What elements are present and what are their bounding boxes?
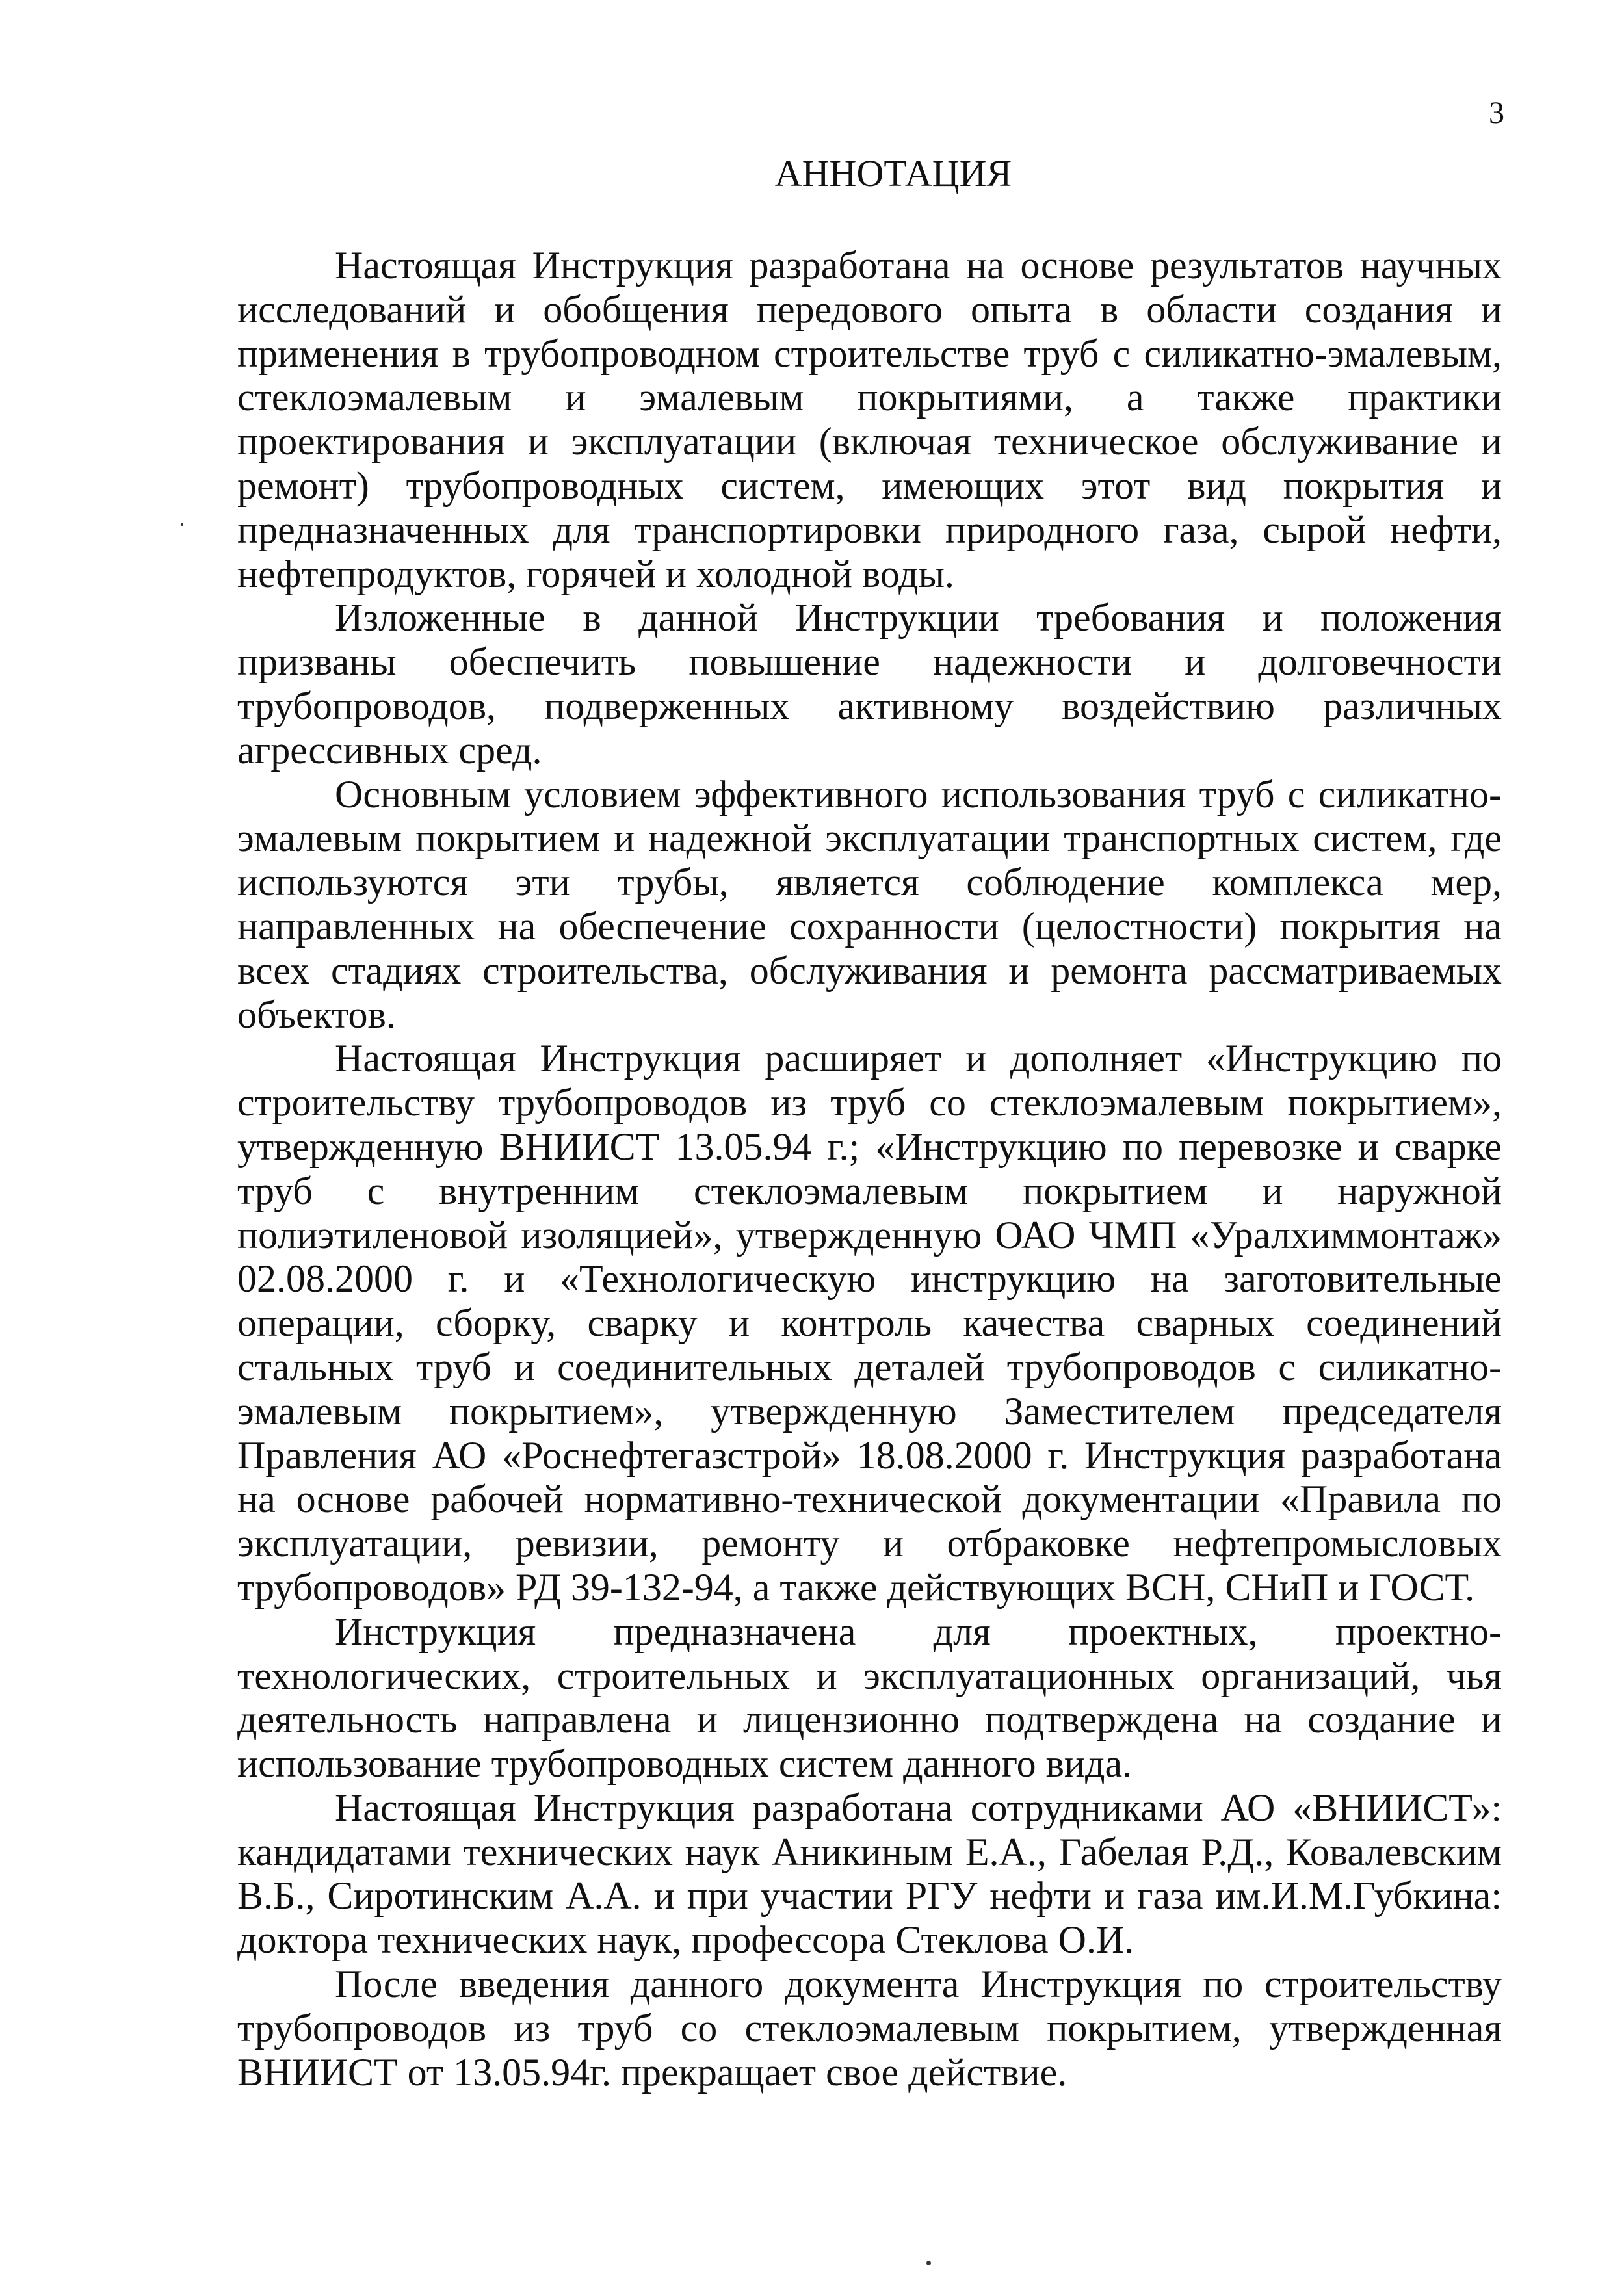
page-title: АННОТАЦИЯ xyxy=(774,152,1012,194)
annotation-body xyxy=(237,244,1502,2094)
paragraph-audience: Инструкция предназначена для проектных, проектно-технологических, строительных и эксплуатационных организаций, чья деятельность направлена и лицензионно подтверждена на создание и использование трубопроводных систем данного вида. xyxy=(237,1610,1502,1786)
scan-speck xyxy=(181,523,183,526)
paragraph-main-condition: Основным условием эффективного использования труб с силикатно-эмалевым покрытием и надежной эксплуатации транспортных систем, где используются эти трубы, является соблюдение комплекса мер, направленных на обеспечение сохранности (целостности) покрытия на всех стадиях строительства, обслуживания и ремонта рассматриваемых объектов. xyxy=(237,772,1502,1036)
paragraph-purpose: Настоящая Инструкция разработана на основе результатов научных исследований и обобщения передового опыта в области создания и применения в трубопроводном строительстве труб с силикатно-эмалевым, стеклоэмалевым и эмалевым покрытиями, а также практики проектирования и эксплуатации (включая техническое обслуживание и ремонт) трубопроводных систем, имеющих этот вид покрытия и предназначенных для транспортировки природного газа, сырой нефти, нефтепродуктов, горячей и холодной воды. xyxy=(237,244,1502,595)
paragraph-authors: Настоящая Инструкция разработана сотрудниками АО «ВНИИСТ»: кандидатами технических наук Аникиным Е.А., Габелая Р.Д., Ковалевским В.Б., Сиротинским А.А. и при участии РГУ нефти и газа им.И.М.Губкина: доктора технических наук, профессора Стеклова О.И. xyxy=(237,1786,1502,1962)
paragraph-scope-extension: Настоящая Инструкция расширяет и дополняет «Инструкцию по строительству трубопроводов из труб со стеклоэмалевым покрытием», утвержденную ВНИИСТ 13.05.94 г.; «Инструкцию по перевозке и сварке труб с внутренним стеклоэмалевым покрытием и наружной полиэтиленовой изоляцией», утвержденную ОАО ЧМП «Уралхиммонтаж» 02.08.2000 г. и «Технологическую инструкцию на заготовительные операции, сборку, сварку и контроль качества сварных соединений стальных труб и соединительных деталей трубопроводов с силикатно-эмалевым покрытием», утвержденную Заместителем председателя Правления АО «Роснефтегазстрой» 18.08.2000 г. Инструкция разработана на основе рабочей нормативно-технической документации «Правила по эксплуатации, ревизии, ремонту и отбраковке нефтепромысловых трубопроводов» РД 39-132-94, а также действующих ВСН, СНиП и ГОСТ. xyxy=(237,1037,1502,1609)
page-number: 3 xyxy=(1489,96,1504,130)
paragraph-supersedes: После введения данного документа Инструкция по строительству трубопроводов из труб со стеклоэмалевым покрытием, утвержденная ВНИИСТ от 13.05.94г. прекращает свое действие. xyxy=(237,1962,1502,2094)
scan-speck xyxy=(926,2261,931,2265)
paragraph-requirements: Изложенные в данной Инструкции требования и положения призваны обеспечить повышение надежности и долговечности трубопроводов, подверженных активному воздействию различных агрессивных сред. xyxy=(237,596,1502,772)
